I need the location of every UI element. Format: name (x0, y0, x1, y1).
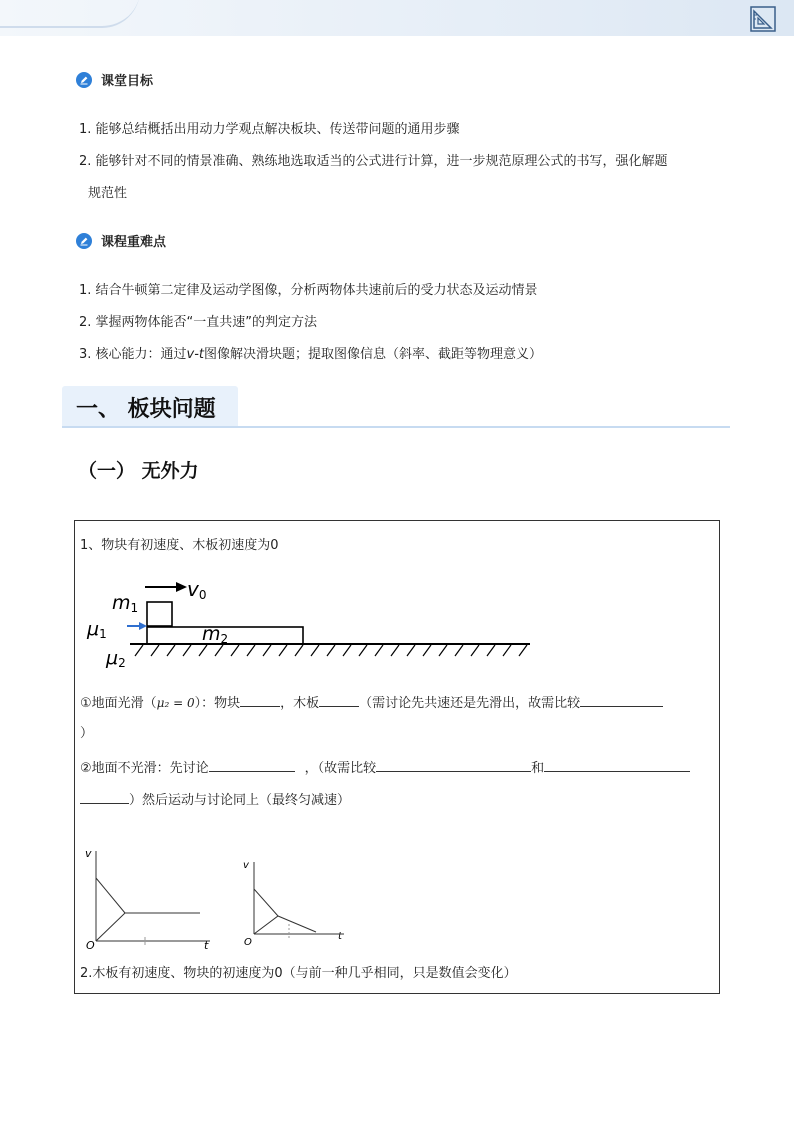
vt-term: v-t (186, 347, 205, 362)
answer-blank (80, 791, 129, 804)
m2-label: m2 (202, 623, 229, 646)
goals-heading (76, 70, 153, 89)
key-point-2: 2. 掌握两物体能否“一直共速”的判定方法 (79, 315, 318, 330)
mu2-label: μ2 (106, 647, 126, 670)
answer-blank (580, 694, 663, 707)
goal-item-1: 1. 能够总结概括出用动力学观点解决板块、传送带问题的通用步骤 (79, 122, 460, 137)
key-point-1: 1. 结合牛顿第二定律及运动学图像，分析两物体共速前后的受力状态及运动情景 (79, 283, 538, 298)
header-band (0, 0, 794, 36)
ruler-triangle-icon (750, 6, 776, 32)
goal-item-2: 2. 能够针对不同的情景准确、熟练地选取适当的公式进行计算，进一步规范原理公式的书写，强化解题 (79, 154, 668, 169)
pen-circle-icon (76, 72, 92, 88)
v0-arrowhead (176, 582, 187, 592)
key-point-3: 3. 核心能力：通过v-t图像解决滑块题；提取图像信息（斜率、截距等物理意义） (79, 347, 543, 362)
mu1-arrowhead (139, 622, 147, 630)
answer-blank (319, 694, 359, 707)
answer-blank (544, 759, 690, 772)
section-title: 一、 板块问题 (76, 397, 216, 422)
key-points-heading (76, 231, 166, 250)
v-axis-label: v (243, 860, 249, 871)
t-axis-label: t (204, 939, 209, 952)
origin-label: O (86, 939, 95, 952)
section-title-block (62, 386, 730, 429)
block-velocity-line (254, 889, 278, 916)
m1-label: m1 (112, 592, 139, 615)
case1-smooth-ground-end: ） (80, 726, 94, 741)
vt-graph-1 (80, 843, 220, 953)
answer-blank (376, 759, 531, 772)
v-axis-label: v (85, 847, 92, 860)
section-subtitle: （一） 无外力 (78, 460, 199, 482)
pen-circle-icon (76, 233, 92, 249)
mu1-label: μ1 (87, 618, 107, 641)
vt-graph-2 (240, 854, 360, 949)
board-velocity-line (254, 916, 316, 934)
goal-item-2-continued: 规范性 (88, 186, 128, 201)
answer-blank (209, 759, 295, 772)
ground-hatching (135, 645, 527, 656)
case2-title: 2.木板有初速度、物块的初速度为0（与前一种几乎相同，只是数值会变化） (80, 966, 517, 981)
origin-label: O (244, 937, 252, 948)
case1-title: 1、物块有初速度、木板初速度为0 (80, 538, 279, 553)
v0-label: v0 (187, 577, 207, 602)
mu2-zero-formula: μ₂ = 0 (156, 696, 195, 710)
block-velocity-line (96, 878, 125, 913)
block-m1 (147, 602, 172, 626)
goals-title: 课堂目标 (101, 74, 154, 89)
block-board-diagram (75, 571, 545, 671)
case1-smooth-ground: ①地面光滑（μ₂ = 0）：物块 ，木板 （需讨论先共速还是先滑出，故需比较 (80, 692, 663, 711)
case1-rough-ground-continued: ）然后运动与讨论同上（最终匀减速） (80, 789, 350, 808)
problem-box (74, 520, 720, 994)
board-velocity-line (96, 913, 200, 941)
t-axis-label: t (338, 931, 342, 942)
answer-blank (240, 694, 280, 707)
case1-rough-ground: ②地面不光滑：先讨论 ，（故需比较 和 (80, 757, 690, 776)
key-points-title: 课程重难点 (101, 235, 167, 250)
